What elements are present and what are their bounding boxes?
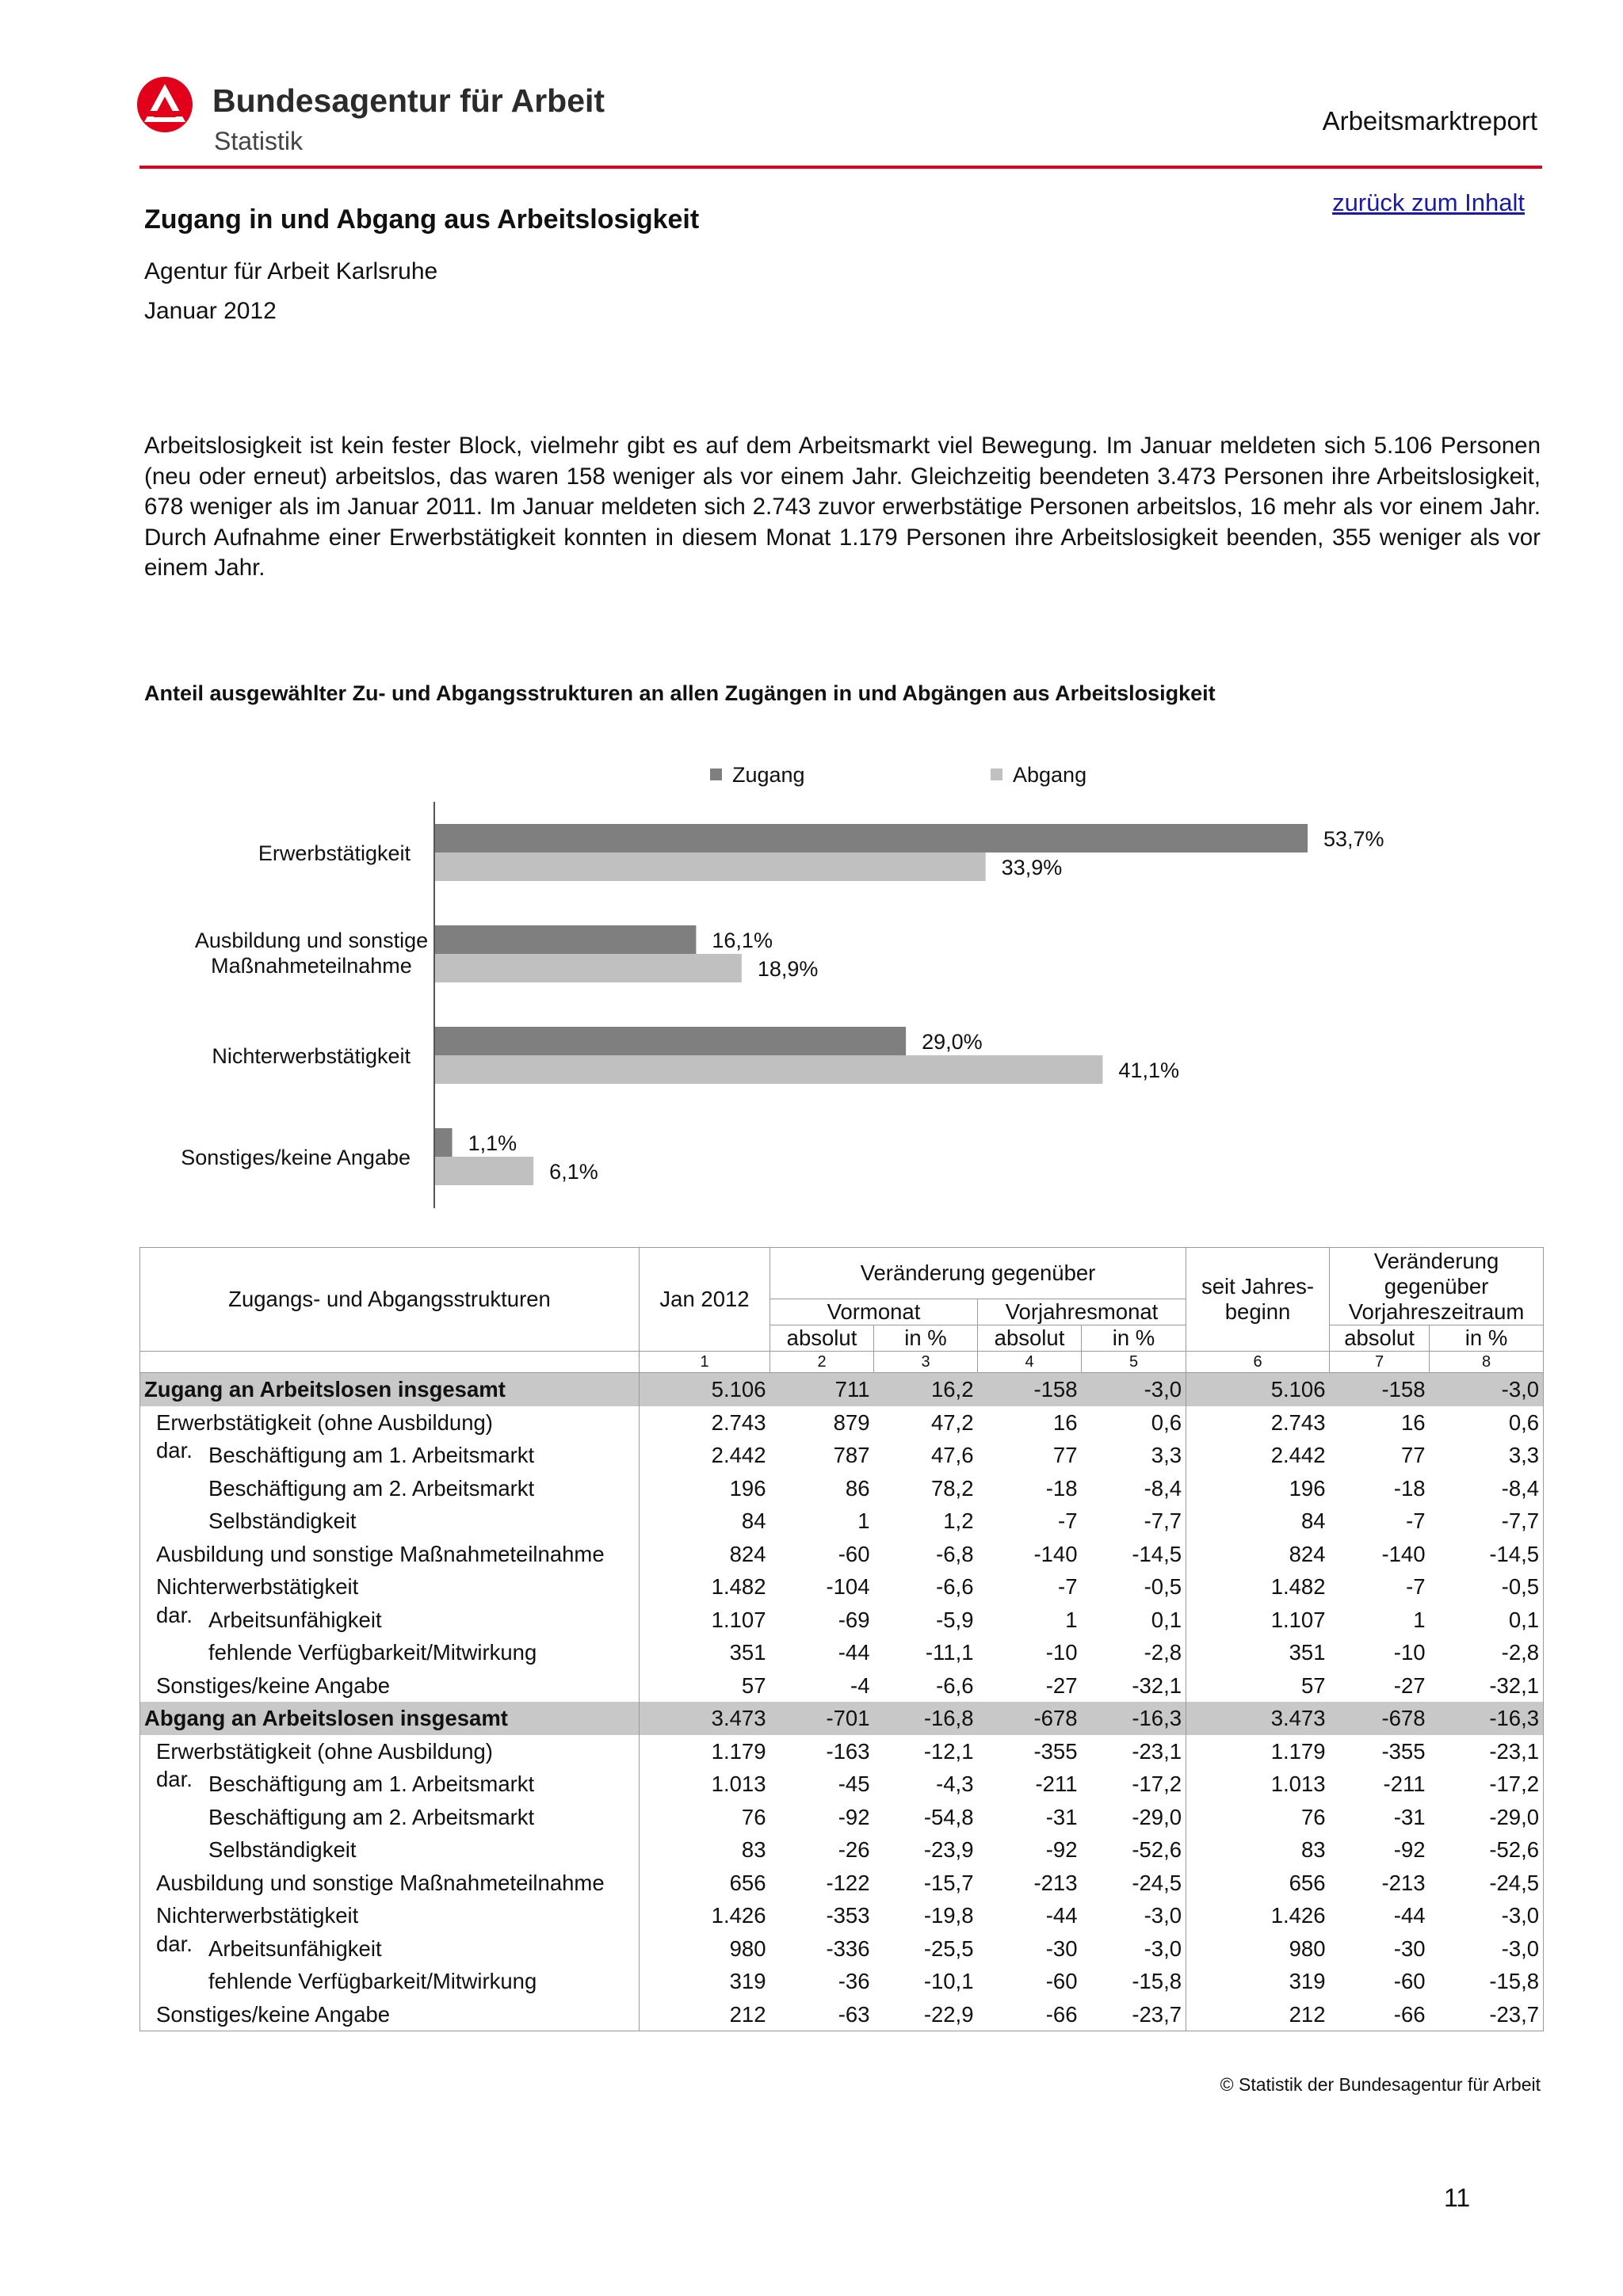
row-label-cell <box>140 1867 640 1900</box>
cell-value: -3,0 <box>1430 1899 1544 1932</box>
cell-value: 351 <box>1186 1636 1330 1669</box>
cell-value: 1 <box>857 1508 870 1534</box>
row-label-cell <box>140 1505 640 1538</box>
row-label-cell <box>140 1998 640 2031</box>
cell-value: 86 <box>845 1475 870 1501</box>
row-label: Sonstiges/keine Angabe <box>156 1672 391 1698</box>
cell-value: -24,5 <box>1430 1867 1544 1900</box>
table-row <box>140 1439 1544 1472</box>
cell-value: 47,6 <box>930 1443 974 1468</box>
cell-value: -213 <box>1033 1870 1078 1895</box>
header-divider <box>139 166 1542 169</box>
cell-value: 3,3 <box>1151 1443 1182 1468</box>
bar-abgang <box>434 954 742 982</box>
cell-value: -678 <box>978 1702 1082 1735</box>
header-inpct: in % <box>874 1325 978 1352</box>
cell-value: -15,8 <box>1132 1969 1182 1994</box>
cell-value: 0,1 <box>1430 1604 1544 1637</box>
cell-value: -19,8 <box>923 1903 974 1928</box>
cell-value: 3.473 <box>640 1702 770 1735</box>
column-index: 1 <box>640 1352 770 1373</box>
header-vormonat: Vormonat <box>770 1299 978 1325</box>
data-label-abgang: 18,9% <box>757 957 819 981</box>
cell-value: 1.107 <box>1186 1604 1330 1637</box>
cell-value: -122 <box>826 1870 870 1895</box>
row-label-cell <box>140 1604 640 1637</box>
cell-value: 1.426 <box>640 1899 770 1932</box>
cell-value: -336 <box>826 1936 870 1961</box>
cell-value: -29,0 <box>1132 1804 1182 1829</box>
cell-value: 196 <box>1186 1472 1330 1505</box>
cell-value: 76 <box>640 1801 770 1834</box>
data-label-abgang: 6,1% <box>549 1160 598 1184</box>
category-label: Nichterwerbstätigkeit <box>212 1044 411 1068</box>
cell-value: -60 <box>1393 1969 1426 1994</box>
table-row <box>140 1505 1544 1538</box>
header-inpct: in % <box>1430 1325 1544 1352</box>
cell-value: 76 <box>1186 1801 1330 1834</box>
row-label: fehlende Verfügbarkeit/Mitwirkung <box>208 1969 537 1994</box>
cell-value: -23,1 <box>1132 1738 1182 1764</box>
cell-value: 1,2 <box>943 1508 974 1534</box>
data-label-zugang: 29,0% <box>922 1030 983 1054</box>
intro-paragraph: Arbeitslosigkeit ist kein fester Block, vielmehr gibt es auf dem Arbeitsmarkt viel Bewegung. Im Januar meldeten sich 5.106 Personen (neu oder erneut) arbeitslos, das waren 158 weniger als vor einem Jahr. Gleichzeitig beendeten 3.473 Personen ihre Arbeitslosigkeit, 678 weniger als im Januar 2011. Im Januar meldeten sich 2.743 zuvor erwerbstätige Personen arbeitslos, 16 mehr als vor einem Jahr. Durch Aufnahme einer Erwerbstätigkeit konnten in diesem Monat 1.179 Personen ihre Arbeitslosigkeit beenden, 355 weniger als vor einem Jahr. <box>144 433 1541 581</box>
cell-value: -60 <box>1045 1969 1078 1994</box>
row-label: fehlende Verfügbarkeit/Mitwirkung <box>208 1640 537 1665</box>
row-label: Zugang an Arbeitslosen insgesamt <box>144 1377 506 1402</box>
cell-value: -92 <box>1393 1837 1426 1863</box>
category-label: Sonstiges/keine Angabe <box>181 1146 411 1169</box>
cell-value: -63 <box>770 1998 874 2031</box>
row-label-cell <box>140 1439 640 1472</box>
category-label: Erwerbstätigkeit <box>258 841 411 865</box>
cell-value: -158 <box>978 1373 1082 1406</box>
column-index: 3 <box>874 1352 978 1373</box>
row-label: Arbeitsunfähigkeit <box>208 1607 382 1632</box>
dar-abbreviation: dar. <box>156 1767 193 1791</box>
cell-value: -3,0 <box>1082 1373 1186 1406</box>
cell-value: -54,8 <box>923 1804 974 1829</box>
cell-value: 1.482 <box>1186 1570 1330 1604</box>
column-index: 6 <box>1186 1352 1330 1373</box>
cell-value: 57 <box>1186 1669 1330 1703</box>
header-seit: seit Jahres-beginn <box>1186 1248 1330 1352</box>
cell-value: 1.013 <box>1186 1768 1330 1801</box>
bar-zugang <box>434 1027 906 1055</box>
cell-value: -3,0 <box>1144 1936 1182 1961</box>
cell-value: 1.107 <box>640 1604 770 1637</box>
cell-value: -355 <box>1033 1738 1078 1764</box>
row-label-cell <box>140 1472 640 1505</box>
column-index: 8 <box>1430 1352 1544 1373</box>
header-index-blank <box>140 1352 640 1373</box>
source-note: © Statistik der Bundesagentur für Arbeit <box>1220 2074 1541 2095</box>
brand-subtitle: Statistik <box>214 127 304 155</box>
cell-value: -15,7 <box>923 1870 974 1895</box>
row-label-cell <box>140 1735 640 1768</box>
cell-value: 980 <box>1186 1932 1330 1966</box>
cell-value: -211 <box>1383 1772 1426 1797</box>
cell-value: -44 <box>1393 1903 1426 1928</box>
cell-value: -4 <box>850 1672 870 1698</box>
cell-value: 1.482 <box>640 1570 770 1604</box>
row-label: Beschäftigung am 1. Arbeitsmarkt <box>208 1443 535 1468</box>
cell-value: -24,5 <box>1132 1870 1182 1895</box>
cell-value: -3,0 <box>1430 1373 1544 1406</box>
cell-value: 824 <box>640 1538 770 1571</box>
cell-value: 16 <box>1052 1409 1078 1435</box>
cell-value: 78,2 <box>930 1475 974 1501</box>
row-label-cell <box>140 1833 640 1867</box>
cell-value: -6,6 <box>936 1672 974 1698</box>
cell-value: -23,7 <box>1430 1998 1544 2031</box>
data-label-zugang: 16,1% <box>712 929 773 952</box>
cell-value: 0,6 <box>1430 1406 1544 1440</box>
table-row <box>140 1472 1544 1505</box>
cell-value: -7 <box>1058 1508 1078 1534</box>
cell-value: 57 <box>640 1669 770 1703</box>
table-row <box>140 1735 1544 1768</box>
cell-value: -31 <box>1045 1804 1078 1829</box>
cell-value: 77 <box>1400 1443 1426 1468</box>
cell-value: -18 <box>1393 1475 1426 1501</box>
table-row <box>140 1768 1544 1801</box>
cell-value: 0,6 <box>1151 1409 1182 1435</box>
row-label-cell <box>140 1538 640 1571</box>
row-label: Erwerbstätigkeit (ohne Ausbildung) <box>156 1738 493 1764</box>
page-title: Zugang in und Abgang aus Arbeitslosigkeit <box>144 204 700 235</box>
data-label-zugang: 53,7% <box>1323 827 1384 851</box>
cell-value: -5,9 <box>936 1607 974 1632</box>
bar-chart <box>127 745 1426 1224</box>
cell-value: -7 <box>1058 1574 1078 1600</box>
row-label-cell <box>140 1570 640 1604</box>
cell-value: -44 <box>838 1640 870 1665</box>
table-body <box>140 1373 1544 2031</box>
cell-value: -158 <box>1330 1373 1430 1406</box>
cell-value: -15,8 <box>1430 1965 1544 1998</box>
cell-value: -140 <box>1033 1541 1078 1566</box>
cell-value: -10 <box>1045 1640 1078 1665</box>
cell-value: 2.743 <box>640 1406 770 1440</box>
cell-value: -6,8 <box>936 1541 974 1566</box>
row-label: Ausbildung und sonstige Maßnahmeteilnahme <box>156 1541 605 1566</box>
dar-abbreviation: dar. <box>156 1438 193 1463</box>
row-label-cell <box>140 1702 640 1735</box>
cell-value: -4,3 <box>936 1772 974 1797</box>
cell-value: 83 <box>640 1833 770 1867</box>
cell-value: -140 <box>1381 1541 1426 1566</box>
cell-value: 16 <box>1400 1409 1426 1435</box>
cell-value: -678 <box>1330 1702 1430 1735</box>
cell-value: -92 <box>1045 1837 1078 1863</box>
cell-value: -213 <box>1381 1870 1426 1895</box>
data-label-abgang: 41,1% <box>1118 1058 1179 1082</box>
cell-value: 77 <box>1052 1443 1078 1468</box>
cell-value: 16,2 <box>874 1373 978 1406</box>
cell-value: 196 <box>640 1472 770 1505</box>
agency-name: Agentur für Arbeit Karlsruhe <box>144 258 438 284</box>
cell-value: 3,3 <box>1430 1439 1544 1472</box>
cell-value: -7,7 <box>1144 1508 1182 1534</box>
cell-value: -44 <box>1045 1903 1078 1928</box>
data-label-abgang: 33,9% <box>1001 856 1063 879</box>
page-number: 11 <box>1444 2183 1471 2212</box>
cell-value: -52,6 <box>1430 1833 1544 1867</box>
bar-abgang <box>434 1055 1102 1084</box>
table-row <box>140 1998 1544 2031</box>
cell-value: 656 <box>1186 1867 1330 1900</box>
table-row <box>140 1801 1544 1834</box>
row-label-cell <box>140 1406 640 1440</box>
row-label: Ausbildung und sonstige Maßnahmeteilnahme <box>156 1870 605 1895</box>
table-row <box>140 1965 1544 1998</box>
cell-value: -16,3 <box>1082 1702 1186 1735</box>
cell-value: -0,5 <box>1144 1574 1182 1600</box>
table-row <box>140 1867 1544 1900</box>
cell-value: -36 <box>838 1969 870 1994</box>
legend-swatch-abgang <box>991 769 1002 780</box>
row-label-cell <box>140 1669 640 1703</box>
row-label: Erwerbstätigkeit (ohne Ausbildung) <box>156 1409 493 1435</box>
row-label-cell <box>140 1965 640 1998</box>
cell-value: 2.442 <box>1186 1439 1330 1472</box>
cell-value: -353 <box>826 1903 870 1928</box>
cell-value: -45 <box>838 1772 870 1797</box>
cell-value: -17,2 <box>1132 1772 1182 1797</box>
row-label-cell <box>140 1373 640 1406</box>
dar-abbreviation: dar. <box>156 1931 193 1956</box>
column-index: 4 <box>978 1352 1082 1373</box>
cell-value: -23,7 <box>1082 1998 1186 2031</box>
cell-value: -66 <box>1330 1998 1430 2031</box>
cell-value: -23,1 <box>1430 1735 1544 1768</box>
row-label: Nichterwerbstätigkeit <box>156 1574 359 1600</box>
table-row <box>140 1538 1544 1571</box>
row-label: Beschäftigung am 2. Arbeitsmarkt <box>208 1804 535 1829</box>
row-label-cell <box>140 1801 640 1834</box>
table-row <box>140 1932 1544 1966</box>
category-label: Maßnahmeteilnahme <box>211 954 412 978</box>
legend-label-zugang: Zugang <box>732 763 805 787</box>
cell-value: 1.013 <box>640 1768 770 1801</box>
row-label: Selbständigkeit <box>208 1508 357 1534</box>
data-table <box>139 1247 1544 2031</box>
cell-value: 212 <box>640 1998 770 2031</box>
dar-abbreviation: dar. <box>156 1602 193 1627</box>
cell-value: -8,4 <box>1144 1475 1182 1501</box>
header-inpct: in % <box>1082 1325 1186 1352</box>
cell-value: -14,5 <box>1430 1538 1544 1571</box>
cell-value: -3,0 <box>1430 1932 1544 1966</box>
cell-value: -104 <box>826 1574 870 1600</box>
cell-value: -27 <box>1393 1672 1426 1698</box>
cell-value: -12,1 <box>923 1738 974 1764</box>
cell-value: -355 <box>1381 1738 1426 1764</box>
header-absolut: absolut <box>1330 1325 1430 1352</box>
table-total-row <box>140 1373 1544 1406</box>
cell-value: -22,9 <box>874 1998 978 2031</box>
cell-value: 879 <box>833 1409 870 1435</box>
header-absolut: absolut <box>770 1325 874 1352</box>
back-to-contents-link[interactable]: zurück zum Inhalt <box>1332 189 1525 216</box>
cell-value: -2,8 <box>1144 1640 1182 1665</box>
cell-value: -26 <box>838 1837 870 1863</box>
bar-chart-svg <box>127 745 1426 1220</box>
cell-value: -69 <box>838 1607 870 1632</box>
row-label: Beschäftigung am 2. Arbeitsmarkt <box>208 1475 535 1501</box>
cell-value: -16,3 <box>1430 1702 1544 1735</box>
cell-value: -10,1 <box>923 1969 974 1994</box>
row-label-cell <box>140 1899 640 1932</box>
cell-value: 47,2 <box>930 1409 974 1435</box>
cell-value: -11,1 <box>925 1640 974 1665</box>
column-index: 5 <box>1082 1352 1186 1373</box>
cell-value: -701 <box>770 1702 874 1735</box>
cell-value: -27 <box>1045 1672 1078 1698</box>
cell-value: -66 <box>978 1998 1082 2031</box>
cell-value: 84 <box>640 1505 770 1538</box>
cell-value: -23,9 <box>923 1837 974 1863</box>
cell-value: -30 <box>1393 1936 1426 1961</box>
cell-value: -29,0 <box>1430 1801 1544 1834</box>
row-label: Arbeitsunfähigkeit <box>208 1936 382 1961</box>
bar-zugang <box>434 925 696 954</box>
cell-value: 711 <box>770 1373 874 1406</box>
cell-value: 1.179 <box>640 1735 770 1768</box>
cell-value: 980 <box>640 1932 770 1966</box>
cell-value: -10 <box>1393 1640 1426 1665</box>
row-label: Beschäftigung am 1. Arbeitsmarkt <box>208 1772 535 1797</box>
cell-value: -31 <box>1393 1804 1426 1829</box>
cell-value: 1.426 <box>1186 1899 1330 1932</box>
brand-name: Bundesagentur für Arbeit <box>212 82 605 119</box>
cell-value: -211 <box>1035 1772 1078 1797</box>
cell-value: 1 <box>1065 1607 1078 1632</box>
ba-logo-icon <box>136 76 193 133</box>
cell-value: 0,1 <box>1151 1607 1182 1632</box>
cell-value: -8,4 <box>1430 1472 1544 1505</box>
cell-value: 824 <box>1186 1538 1330 1571</box>
cell-value: -7 <box>1406 1574 1426 1600</box>
row-label: Abgang an Arbeitslosen insgesamt <box>144 1706 508 1731</box>
cell-value: -0,5 <box>1430 1570 1544 1604</box>
legend-label-abgang: Abgang <box>1013 763 1087 787</box>
cell-value: 5.106 <box>1186 1373 1330 1406</box>
bar-abgang <box>434 1157 533 1185</box>
header-structures: Zugangs- und Abgangsstrukturen <box>140 1248 640 1352</box>
data-label-zugang: 1,1% <box>468 1131 517 1155</box>
cell-value: 1.179 <box>1186 1735 1330 1768</box>
cell-value: -60 <box>838 1541 870 1566</box>
report-name: Arbeitsmarktreport <box>1322 106 1537 135</box>
table-row <box>140 1669 1544 1703</box>
table-row <box>140 1636 1544 1669</box>
cell-value: 787 <box>833 1443 870 1468</box>
column-index: 2 <box>770 1352 874 1373</box>
cell-value: 3.473 <box>1186 1702 1330 1735</box>
header-jan: Jan 2012 <box>640 1248 770 1352</box>
cell-value: -16,8 <box>874 1702 978 1735</box>
cell-value: -32,1 <box>1132 1672 1182 1698</box>
cell-value: -6,6 <box>936 1574 974 1600</box>
cell-value: -14,5 <box>1132 1541 1182 1566</box>
row-label-cell <box>140 1768 640 1801</box>
row-label: Selbständigkeit <box>208 1837 357 1863</box>
report-month: Januar 2012 <box>144 298 277 324</box>
cell-value: 656 <box>640 1867 770 1900</box>
cell-value: 2.442 <box>640 1439 770 1472</box>
cell-value: -2,8 <box>1430 1636 1544 1669</box>
cell-value: -32,1 <box>1430 1669 1544 1703</box>
cell-value: 319 <box>640 1965 770 1998</box>
bar-zugang <box>434 1128 453 1157</box>
row-label: Sonstiges/keine Angabe <box>156 2001 391 2027</box>
header-change: Veränderung gegenüber <box>770 1248 1186 1299</box>
cell-value: -163 <box>826 1738 870 1764</box>
header-absolut: absolut <box>978 1325 1082 1352</box>
cell-value: -25,5 <box>923 1936 974 1961</box>
table-row <box>140 1833 1544 1867</box>
cell-value: -17,2 <box>1430 1768 1544 1801</box>
row-label: Nichterwerbstätigkeit <box>156 1903 359 1928</box>
table-row <box>140 1570 1544 1604</box>
cell-value: 5.106 <box>640 1373 770 1406</box>
row-label-cell <box>140 1636 640 1669</box>
table-row <box>140 1604 1544 1637</box>
cell-value: -3,0 <box>1144 1903 1182 1928</box>
row-label-cell <box>140 1932 640 1966</box>
cell-value: -7 <box>1406 1508 1426 1534</box>
cell-value: -52,6 <box>1132 1837 1182 1863</box>
cell-value: 2.743 <box>1186 1406 1330 1440</box>
header-change-period: Veränderung gegenüber Vorjahreszeitraum <box>1330 1248 1544 1325</box>
cell-value: 1 <box>1413 1607 1426 1632</box>
chart-title: Anteil ausgewählter Zu- und Abgangsstrukturen an allen Zugängen in und Abgängen aus Arbeitslosigkeit <box>144 681 1216 705</box>
column-index: 7 <box>1330 1352 1430 1373</box>
table-row <box>140 1406 1544 1440</box>
cell-value: 351 <box>640 1636 770 1669</box>
table-row <box>140 1899 1544 1932</box>
table-total-row <box>140 1702 1544 1735</box>
bar-abgang <box>434 852 986 881</box>
cell-value: -30 <box>1045 1936 1078 1961</box>
cell-value: -7,7 <box>1430 1505 1544 1538</box>
cell-value: -18 <box>1045 1475 1078 1501</box>
header-vorjahresmonat: Vorjahresmonat <box>978 1299 1186 1325</box>
cell-value: -92 <box>838 1804 870 1829</box>
bar-zugang <box>434 824 1308 852</box>
cell-value: 84 <box>1186 1505 1330 1538</box>
cell-value: 319 <box>1186 1965 1330 1998</box>
cell-value: 83 <box>1186 1833 1330 1867</box>
cell-value: 212 <box>1186 1998 1330 2031</box>
legend-swatch-zugang <box>710 769 722 780</box>
category-label: Ausbildung und sonstige <box>194 929 429 952</box>
